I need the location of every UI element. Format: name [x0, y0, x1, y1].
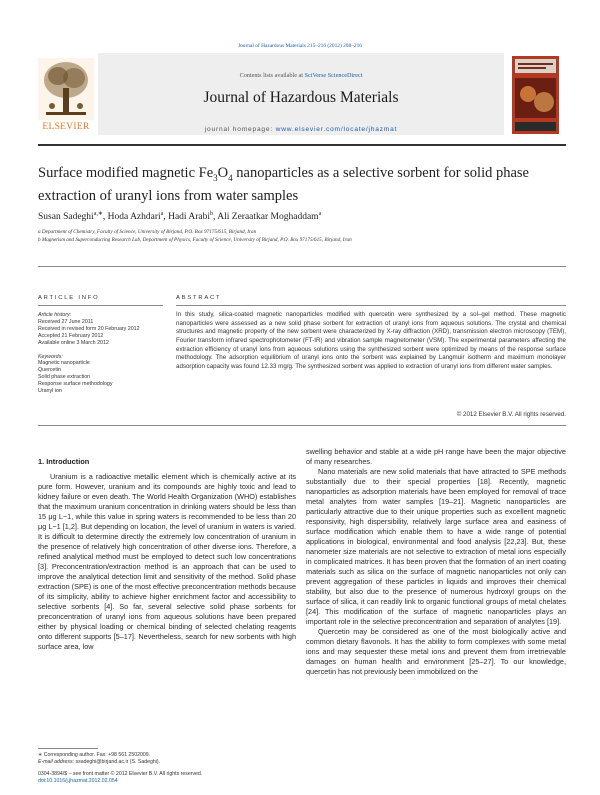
body-paragraph: Nano materials are new solid materials that have attracted to SPE methods substantially due to their special properties [18]. Recently, magnetic nanoparticles as adsorption materials have been employed for removal of trace metal analytes from water samples [19–21]. Magnetic nanoparticles are particularly attractive due to their unique properties such as excellent magnetic responsivity, high dispersibility, relatively large surface area and easiness of surface modification which enable them to have a wide range of potential applications in biological, environmental and food analysis [22,23]. But, these nanometer size materials are not selective to extraction of metal ions especially in complicated matrices. It has been proven that the formation of an inert coating materials such as silica on the surface of magnetic nanoparticles not only can prevent aggregation of these particles in liquids and improves their chemical stability, but also due to the presence of numerous hydroxyl groups on the surface of silica, it can readily link to organic functional groups of metal chelates [24]. This modification of the surface of magnetic nanoparticles plays an important role in the selective preconcentration and separation of analytes [19].	[306, 467, 566, 626]
affiliation-b: b Magnetism and Superconducting Research Lab, Department of Physics, Faculty of Science, University of Birjand, P.O. Box 97175/615, Birjand, Iran	[38, 237, 352, 243]
keyword: Uranyl ion	[38, 388, 62, 395]
keyword: Response surface methodology	[38, 381, 113, 388]
abstract-bottom-rule	[38, 425, 566, 426]
revised-date: Received in revised form 20 February 2012	[38, 325, 140, 332]
issn-line: 0304-3894/$ – see front matter © 2012 Elsevier B.V. All rights reserved.	[38, 771, 203, 777]
affiliation-rule	[38, 266, 566, 267]
contents-prefix: Contents lists available at	[239, 72, 303, 79]
online-date: Available online 3 March 2012	[38, 339, 109, 346]
footnote-rule	[38, 748, 98, 749]
article-info-heading: ARTICLE INFO	[38, 295, 100, 301]
journal-homepage	[98, 126, 504, 133]
header-rule	[38, 144, 566, 146]
journal-title: Journal of Hazardous Materials	[203, 89, 399, 106]
article-info-rule	[38, 305, 163, 306]
body-column-right	[306, 447, 566, 780]
body-paragraph: Quercetin may be considered as one of the most biologically active and common dietary flavonols. It has the ability to form complexes with some metal ions and may sequester these metal ions and prevent them from irretrievable damages on human health and environment [25–27]. To our knowledge, quercetin has not previously been immobilized on the	[306, 627, 566, 676]
body-column-left	[38, 472, 296, 742]
body-paragraph: swelling behavior and stable at a wide pH range have been the major objective of many researches.	[306, 447, 566, 466]
footnote	[38, 752, 296, 766]
copyright-notice: © 2012 Elsevier B.V. All rights reserved.	[456, 411, 566, 418]
corresponding-author: ∗ Corresponding author. Fax: +98 561 2502009.	[38, 752, 151, 758]
author-email[interactable]: ssadeghi@birjand.ac.ir (S. Sadeghi).	[75, 758, 161, 765]
journal-reference: Journal of Hazardous Materials 215–216 (2012) 208–216	[238, 43, 362, 49]
history-label: Article history:	[38, 312, 72, 318]
abstract-heading: ABSTRACT	[176, 295, 222, 301]
journal-cover-image	[512, 56, 559, 134]
elsevier-wordmark: ELSEVIER	[42, 122, 90, 132]
author-list: Susan Sadeghi$^{a,∗}$, Hoda Azhdari$^a$, Hadi Arabi$^b$, Ali Zeraatkar Moghaddam$^a$	[38, 211, 322, 223]
front-matter	[38, 771, 338, 785]
article-title: Surface modified magnetic $Fe_3O_4$ nanoparticles as a selective sorbent for solid phase extraction of uranyl ions from water samples	[38, 165, 529, 205]
abstract-text: In this study, silica-coated magnetic nanoparticles modified with quercetin were synthesized by a sol–gel method. These magnetic nanoparticles were assessed as a new solid phase sorbent for extraction of uranyl ions from aqueous solutions. The crystal and chemical structures and magnetic property of the new sorbent were characterized by X-ray diffraction (XRD), transmission electron microscopy (TEM), Fourier transform infrared spectrophotometer (FT-IR) and vibration sample magnetometer (VSM). The experimental parameters affecting the extraction efficiency of uranyl ions from aqueous solutions using the synthesized sorbent were optimized by means of the response surface methodology. The adsorption equilibrium of uranyl ions onto the sorbent was explained by Langmuir isotherm and maximum monolayer adsorption capacity was found 12.33 mg/g. The synthesized sorbent was applied to extraction of uranyl ions from different water samples.	[176, 311, 566, 370]
homepage-link[interactable]: www.elsevier.com/locate/jhazmat	[275, 126, 398, 133]
email-label: E-mail address:	[38, 758, 75, 765]
section-heading-introduction: 1. Introduction	[38, 457, 90, 466]
sciencedirect-link[interactable]: SciVerse ScienceDirect	[304, 72, 363, 79]
article-info	[38, 312, 163, 395]
homepage-prefix: journal homepage:	[204, 126, 274, 133]
keyword: Quercetin	[38, 367, 61, 374]
accepted-date: Accepted 21 February 2012	[38, 332, 104, 339]
affiliation-a: a Department of Chemistry, Faculty of Science, University of Birjand, P.O. Box 97175/615, Birjand, Iran	[38, 229, 257, 235]
body-paragraph: Uranium is a radioactive metallic element which is chemically active at its pure form. However, uranium and its compounds are highly toxic and lead to kidney failure or even death. The World Health Organization (WHO) establishes that the maximum uranium concentration in drinking waters should be less than 15 μg L−1, while this value in spring waters is recommended to be less than 20 μg L−1 [1,2]. But depending on location, the level of uranium in waters is varied. It is difficult to determine directly the extremely low concentration of uranium in the presence of relatively high concentration of other diverse ions. Therefore, a refined analytical method must be employed to detect such low concentrations [3]. Preconcentration/extraction method is an approach that can be used to improve the analytical detection limit and sensitivity of the method. Solid phase extraction (SPE) is one of the most effective preconcentration methods because of its simplicity, ability to achieve higher enrichment factor and accessibility to selective sorbents [4]. So far, several selective solid phase sorbents for preconcentration of uranyl ions from aqueous solutions have been prepared either by physical loading or chemical binding of selected chelating reagents onto different supports [5–17]. Nevertheless, search for new sorbents with high surface area, low	[38, 472, 296, 651]
received-date: Received 27 June 2011	[38, 318, 94, 325]
doi-link[interactable]: doi:10.1016/j.jhazmat.2012.02.054	[38, 777, 118, 784]
contents-line	[98, 72, 504, 79]
abstract-rule	[176, 305, 566, 306]
keyword: Magnetic nanoparticle	[38, 360, 90, 367]
keywords-label: Keywords:	[38, 353, 63, 360]
elsevier-tree-logo	[38, 58, 94, 120]
keyword: Solid phase extraction	[38, 374, 91, 381]
